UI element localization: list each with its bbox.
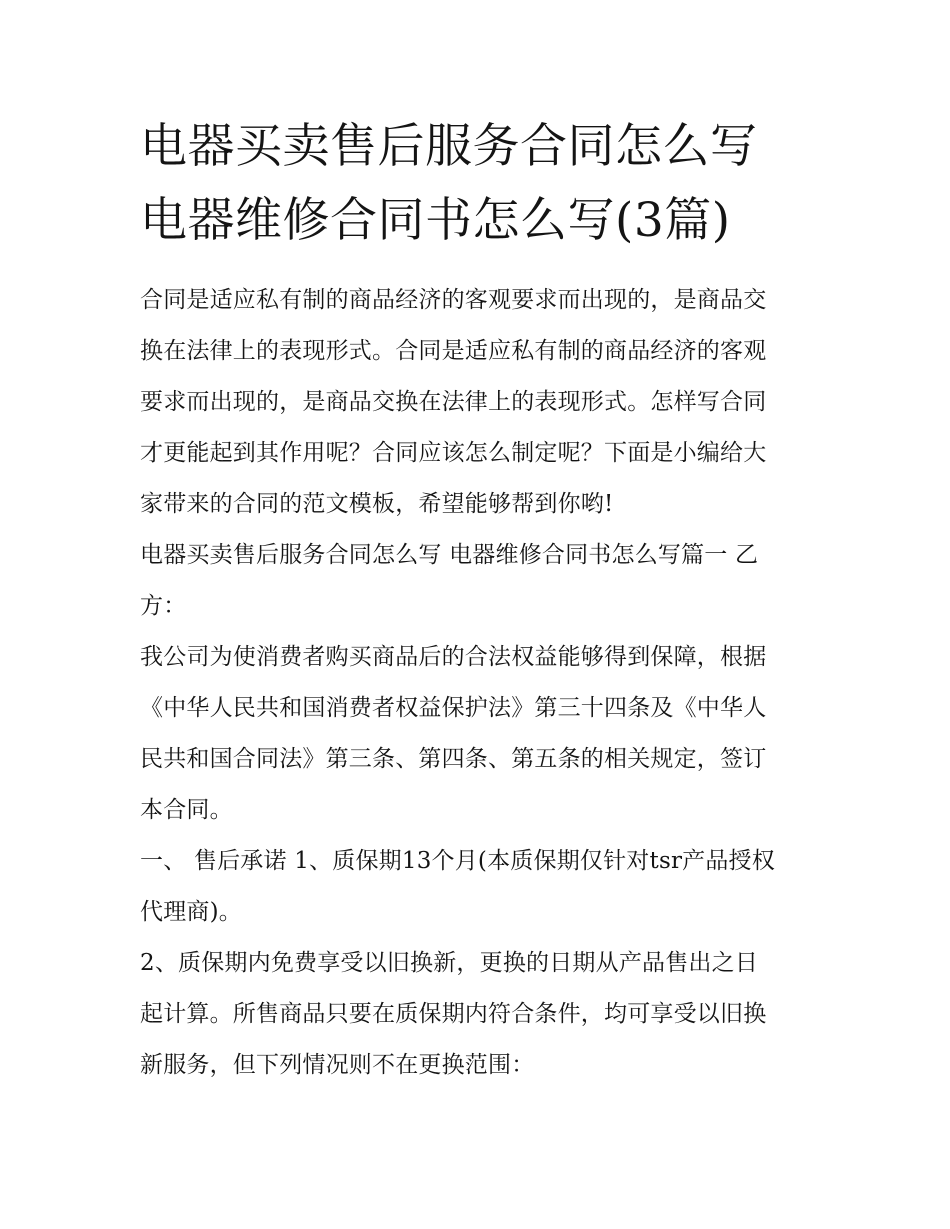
text-line: 新服务，但下列情况则不在更换范围： [140, 1052, 535, 1078]
title-line: 电器维修合同书怎么写(3篇) [140, 193, 731, 248]
text-line: 代理商)。 [140, 899, 242, 925]
text-line: 方： [140, 593, 187, 619]
text-line: 电器买卖售后服务合同怎么写 电器维修合同书怎么写篇一 乙 [140, 542, 759, 568]
document-body [140, 275, 820, 1091]
text-line: 家带来的合同的范文模板，希望能够帮到你哟! [140, 491, 614, 517]
text-line: 合同是适应私有制的商品经济的客观要求而出现的，是商品交 [140, 287, 767, 313]
text-line: 我公司为使消费者购买商品后的合法权益能够得到保障，根据 [140, 644, 767, 670]
text-line: 起计算。所售商品只要在质保期内符合条件，均可享受以旧换 [140, 1001, 767, 1027]
document-title [140, 110, 840, 258]
text-line: 本合同。 [140, 797, 233, 823]
text-line: 2、质保期内免费享受以旧换新，更换的日期从产品售出之日 [140, 950, 759, 976]
text-line: 一、 售后承诺 1、质保期13个月(本质保期仅针对tsr产品授权 [140, 848, 775, 874]
title-line: 电器买卖售后服务合同怎么写 [140, 119, 758, 174]
text-line: 民共和国合同法》第三条、第四条、第五条的相关规定，签订 [140, 746, 767, 772]
text-line: 换在法律上的表现形式。合同是适应私有制的商品经济的客观 [140, 338, 767, 364]
text-line: 才更能起到其作用呢？合同应该怎么制定呢？下面是小编给大 [140, 440, 767, 466]
text-line: 《中华人民共和国消费者权益保护法》第三十四条及《中华人 [140, 695, 767, 721]
text-line: 要求而出现的，是商品交换在法律上的表现形式。怎样写合同 [140, 389, 767, 415]
